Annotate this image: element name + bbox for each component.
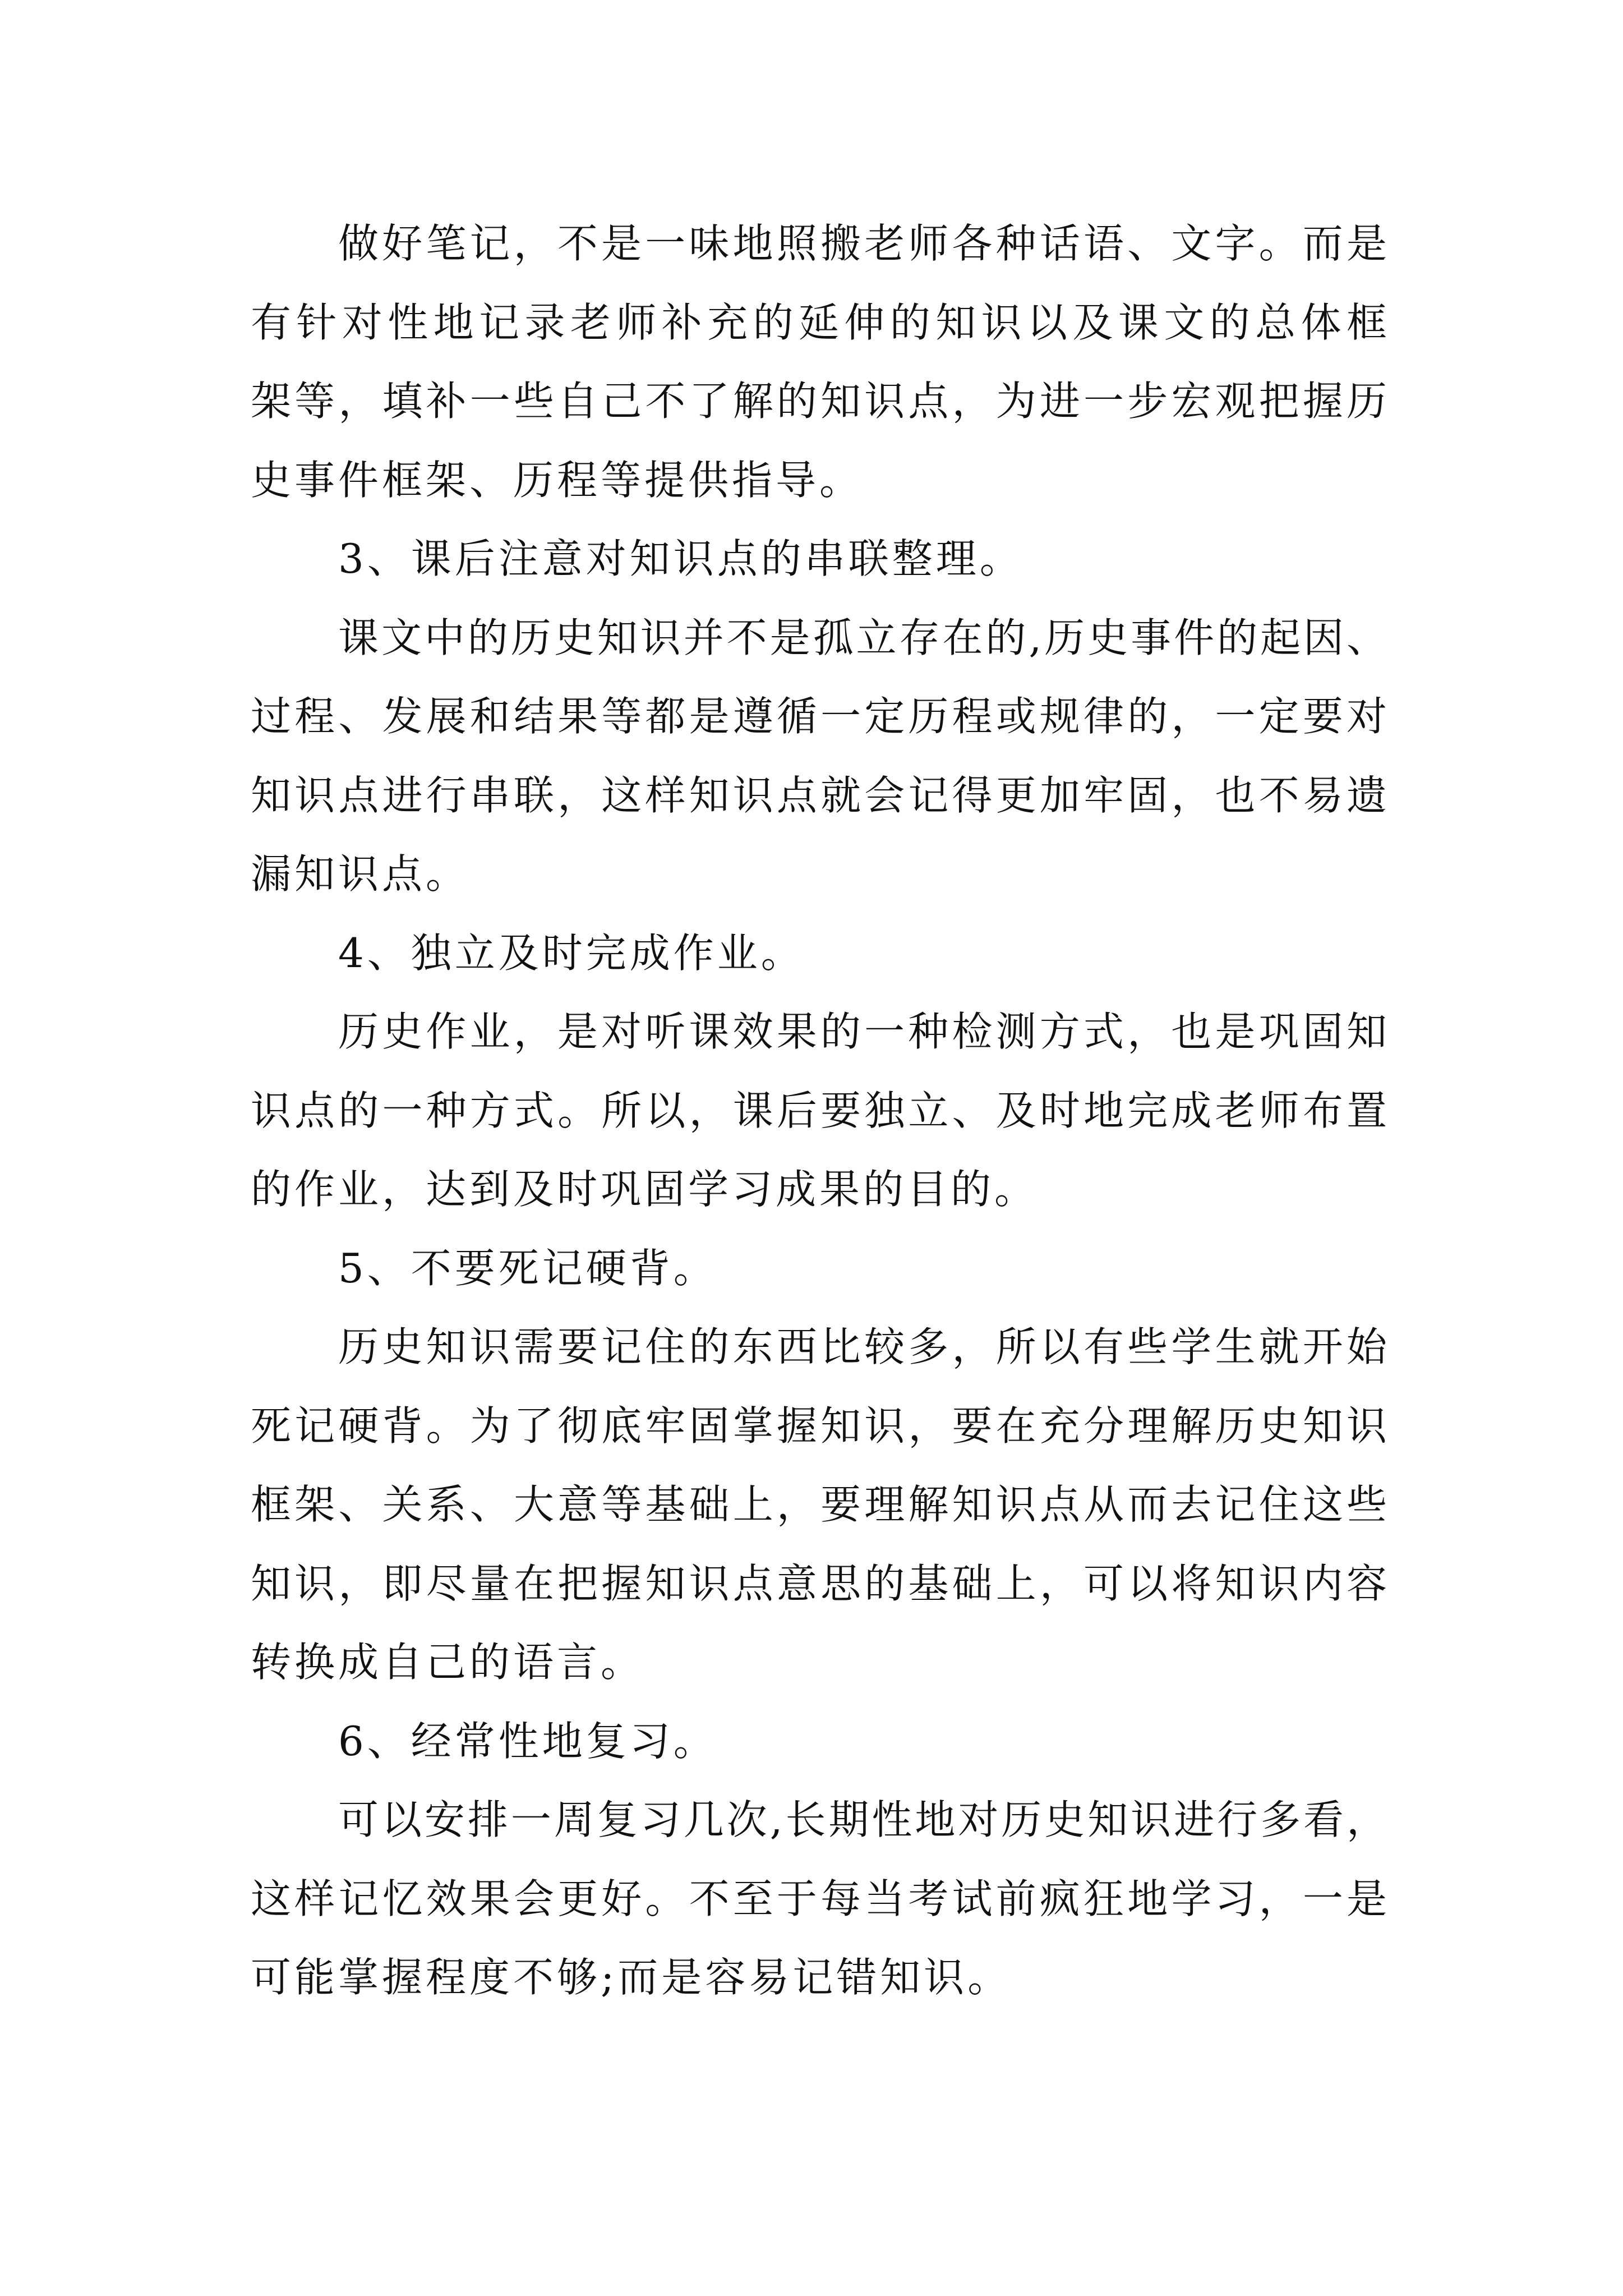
text-line: 架等，填补一些自己不了解的知识点，为进一步宏观把握历 bbox=[251, 378, 1387, 425]
text-line: 转换成自己的语言。 bbox=[251, 1639, 645, 1686]
section-heading-text: 5、不要死记硬背。 bbox=[338, 1244, 717, 1292]
section-heading-text: 6、经常性地复习。 bbox=[338, 1717, 717, 1765]
paragraph-understanding bbox=[251, 1308, 1387, 1702]
text-line: 可以安排一周复习几次,长期性地对历史知识进行多看， bbox=[338, 1796, 1387, 1843]
text-line: 这样记忆效果会更好。不至于每当考试前疯狂地学习，一是 bbox=[251, 1875, 1387, 1922]
document-body bbox=[251, 204, 1387, 2017]
text-line: 有针对性地记录老师补充的延伸的知识以及课文的总体框 bbox=[251, 298, 1387, 346]
text-line: 漏知识点。 bbox=[251, 850, 470, 898]
section-heading-5 bbox=[251, 1229, 1387, 1308]
text-line: 史事件框架、历程等提供指导。 bbox=[251, 456, 864, 504]
paragraph-review bbox=[251, 1780, 1387, 2017]
text-line: 知识，即尽量在把握知识点意思的基础上，可以将知识内容 bbox=[251, 1559, 1387, 1607]
paragraph-homework bbox=[251, 992, 1387, 1229]
text-line: 识点的一种方式。所以，课后要独立、及时地完成老师布置 bbox=[251, 1087, 1387, 1134]
section-heading-4 bbox=[251, 914, 1387, 993]
text-line: 框架、关系、大意等基础上，要理解知识点从而去记住这些 bbox=[251, 1481, 1387, 1528]
text-line: 过程、发展和结果等都是遵循一定历程或规律的，一定要对 bbox=[251, 693, 1387, 740]
text-line: 死记硬背。为了彻底牢固掌握知识，要在充分理解历史知识 bbox=[251, 1402, 1387, 1450]
paragraph-linking-knowledge bbox=[251, 599, 1387, 914]
text-line: 课文中的历史知识并不是孤立存在的,历史事件的起因、 bbox=[338, 614, 1387, 661]
paragraph-note-taking bbox=[251, 204, 1387, 519]
section-heading-text: 3、课后注意对知识点的串联整理。 bbox=[338, 535, 1023, 582]
text-line: 做好笔记，不是一味地照搬老师各种话语、文字。而是 bbox=[338, 220, 1387, 267]
section-heading-6 bbox=[251, 1702, 1387, 1781]
text-line: 历史作业，是对听课效果的一种检测方式，也是巩固知 bbox=[338, 1008, 1387, 1055]
text-line: 的作业，达到及时巩固学习成果的目的。 bbox=[251, 1166, 1039, 1213]
text-line: 知识点进行串联，这样知识点就会记得更加牢固，也不易遗 bbox=[251, 771, 1387, 819]
section-heading-text: 4、独立及时完成作业。 bbox=[338, 929, 805, 977]
text-line: 可能掌握程度不够;而是容易记错知识。 bbox=[251, 1954, 1012, 2001]
text-line: 历史知识需要记住的东西比较多，所以有些学生就开始 bbox=[338, 1323, 1387, 1370]
section-heading-3 bbox=[251, 519, 1387, 599]
